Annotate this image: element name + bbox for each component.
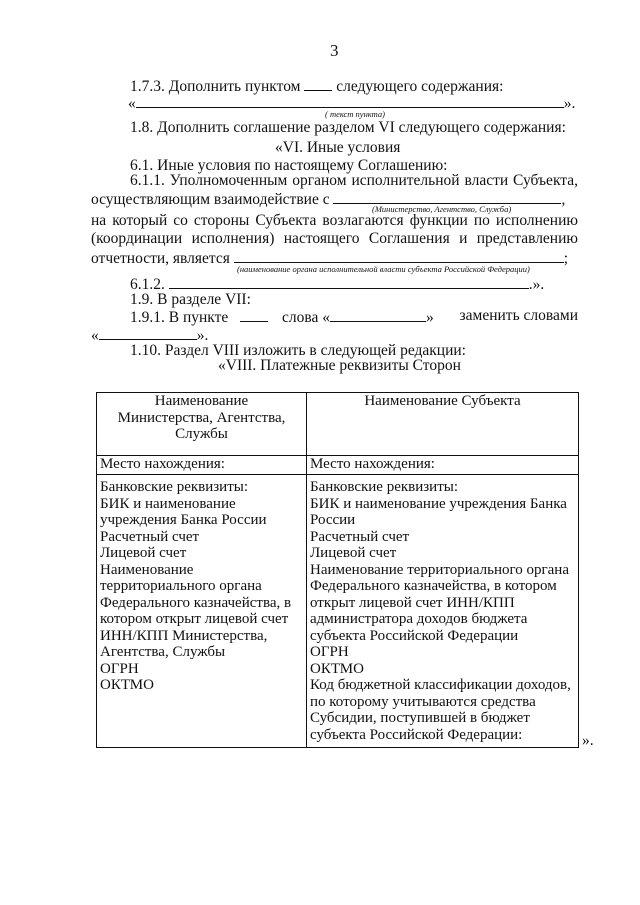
col2-bank-line: Банковские реквизиты: <box>310 479 459 495</box>
blank-6-1-2 <box>169 274 529 289</box>
col1-bank-line: котором открыт лицевой счет <box>100 611 289 627</box>
col1-bank-line: учреждения Банка России <box>100 512 267 528</box>
quote-close: ». <box>563 95 576 112</box>
paragraph-1-9-1: 1.9.1. В пункте слова « » заменить словами <box>130 307 578 326</box>
p611-line2: осуществляющим взаимодействие с , <box>91 191 566 208</box>
blank-point-number <box>304 76 332 91</box>
blank-text-point <box>136 93 564 108</box>
paragraph-1-8: 1.8. Дополнить соглашение разделом VI следующего содержания: <box>130 119 566 136</box>
col2-bank-line: по которому учитываются средства <box>310 693 536 710</box>
col1-location: Место нахождения: <box>97 456 307 475</box>
quote-open: « <box>128 95 136 112</box>
col2-bank-details <box>307 475 579 748</box>
caption-text-point: ( текст пункта) <box>325 109 385 119</box>
col2-bank-line: Расчетный счет <box>310 528 410 545</box>
col1-bank-line: ИНН/КПП Министерства, <box>100 627 268 644</box>
caption-authority: (наименование органа исполнительной власти субъекта Российской Федерации) <box>237 264 530 274</box>
col1-bank-line: Наименование <box>100 561 194 578</box>
col1-bank-line: ОКТМО <box>100 677 154 693</box>
col2-location: Место нахождения: <box>307 456 579 475</box>
table-close-quote: ». <box>582 732 594 749</box>
col1-bank-line: Расчетный счет <box>100 528 200 545</box>
table-location-row <box>97 456 579 475</box>
col1-bank-line: Федерального казначейства, в <box>100 594 292 611</box>
p611-line3: на который со стороны Субъекта возлагаются функции по исполнению <box>91 212 578 229</box>
col1-bank-line: БИК и наименование <box>100 495 236 512</box>
blank-ministry <box>333 189 561 204</box>
blank-new-words <box>99 325 197 340</box>
col2-bank-line: субъекта Российской Федерации: <box>310 726 523 743</box>
col1-bank-line: ОГРН <box>100 660 139 677</box>
paragraph-6-1-2: 6.1.2. .». <box>130 276 545 293</box>
paragraph-6-1: 6.1. Иные условия по настоящему Соглашению: <box>130 157 448 174</box>
paragraph-1-9: 1.9. В разделе VII: <box>130 291 251 308</box>
payment-details-table <box>96 392 579 748</box>
page-number: 3 <box>330 41 339 60</box>
col1-bank-line: территориального органа <box>100 578 262 594</box>
col2-bank-line: Наименование территориального органа <box>310 561 569 578</box>
p611-line5: отчетности, является ; <box>91 250 569 267</box>
col1-bank-line: Лицевой счет <box>100 545 187 561</box>
section-8-title: «VIII. Платежные реквизиты Сторон <box>218 357 461 374</box>
table-bank-row <box>97 475 579 748</box>
col2-header: Наименование Субъекта <box>307 393 579 456</box>
col2-bank-line: Код бюджетной классификации доходов, <box>310 677 571 693</box>
col2-bank-line: ОКТМО <box>310 660 364 677</box>
col2-bank-line: БИК и наименование учреждения Банка <box>310 495 567 512</box>
table-header-row <box>97 393 579 456</box>
p173-prefix: 1.7.3. Дополнить пунктом <box>130 78 301 95</box>
col1-bank-details <box>97 475 307 748</box>
col1-header: Наименование Министерства, Агентства, Службы <box>97 393 307 456</box>
blank-point-1-9-1 <box>240 307 268 322</box>
col2-bank-line: субъекта Российской Федерации <box>310 627 519 644</box>
blank-old-words <box>330 307 426 322</box>
col1-bank-line: Агентства, Службы <box>100 644 226 660</box>
col2-bank-line: открыт лицевой счет ИНН/КПП <box>310 594 515 611</box>
col2-bank-line: Лицевой счет <box>310 545 397 561</box>
p173-suffix: следующего содержания: <box>336 78 504 95</box>
p611-line1: 6.1.1. Уполномоченным органом исполнительной власти Субъекта, <box>130 172 578 189</box>
col2-bank-line: Федерального казначейства, в котором <box>310 578 557 594</box>
p611-line4: (координации исполнения) настоящего Соглашения и представлению <box>91 230 578 247</box>
col2-bank-line: России <box>310 512 356 528</box>
paragraph-1-9-1-line2: « ». <box>91 327 209 344</box>
col2-bank-line: ОГРН <box>310 644 349 660</box>
col2-bank-line: Субсидии, поступившей в бюджет <box>310 710 530 726</box>
blank-authority <box>234 248 564 263</box>
paragraph-1-10: 1.10. Раздел VIII изложить в следующей редакции: <box>130 342 466 359</box>
section-6-title: «VI. Иные условия <box>275 139 401 156</box>
caption-ministry: (Министерство, Агентство, Служба) <box>372 204 512 214</box>
col1-bank-line: Банковские реквизиты: <box>100 479 249 495</box>
col2-bank-line: администратора доходов бюджета <box>310 611 528 627</box>
